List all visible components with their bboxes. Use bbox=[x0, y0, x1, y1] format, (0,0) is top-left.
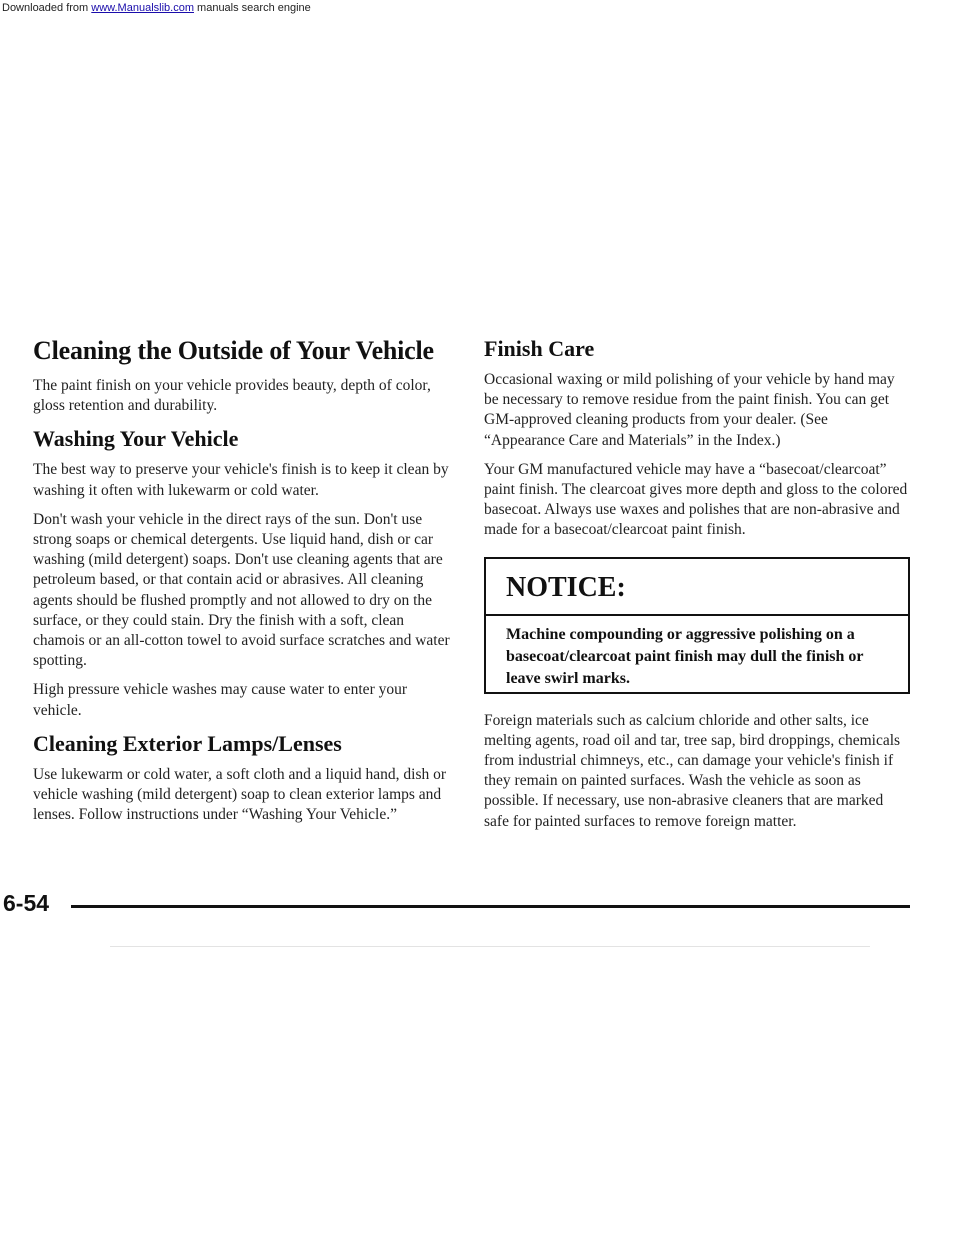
notice-body bbox=[486, 616, 908, 692]
finish-care-heading: Finish Care bbox=[484, 336, 595, 361]
right-column bbox=[484, 336, 910, 841]
scan-artifact-line bbox=[110, 946, 870, 947]
page-title: Cleaning the Outside of Your Vehicle bbox=[33, 336, 434, 365]
finish-care-paragraph-3: Foreign materials such as calcium chloride and other salts, ice melting agents, road oil and tar, tree sap, bird droppings, chemicals from industrial chimneys, etc., can damage your vehicle's finish if they remain on painted surfaces. Wash the vehicle as soon as possible. If necessary, use non-abrasive cleaners that are marked safe for painted surfaces to remove foreign matter. bbox=[484, 711, 901, 830]
manualslib-link[interactable]: www.Manualslib.com bbox=[91, 2, 194, 14]
lamps-heading: Cleaning Exterior Lamps/Lenses bbox=[33, 730, 342, 756]
washing-paragraph-3: High pressure vehicle washes may cause water to enter your vehicle. bbox=[33, 681, 408, 719]
banner-suffix: manuals search engine bbox=[193, 2, 311, 14]
washing-paragraph-1: The best way to preserve your vehicle's finish is to keep it clean by washing it often with lukewarm or cold water. bbox=[33, 461, 449, 499]
footer-divider bbox=[71, 905, 910, 908]
notice-title: NOTICE: bbox=[486, 559, 908, 616]
banner-prefix: Downloaded from bbox=[2, 2, 92, 14]
finish-care-paragraph-1: Occasional waxing or mild polishing of your vehicle by hand may be necessary to remove residue from the paint finish. You can get GM-approved cleaning products from your dealer. (See “Appearance Care and Materials” in the Index.) bbox=[484, 371, 895, 449]
page-number: 6-54 bbox=[3, 890, 50, 916]
washing-paragraph-2: Don't wash your vehicle in the direct rays of the sun. Don't use strong soaps or chemical detergents. Use liquid hand, dish or car washing (mild detergent) soaps. Don't use cleaning agents that are petroleum based, or that contain acid or abrasives. All cleaning agents should be flushed promptly and not allowed to dry on the surface, or they could stain. Dry the finish with a soft, clean chamois or an all-cotton towel to avoid surface scratches and water spotting. bbox=[33, 510, 450, 670]
notice-text: Machine compounding or aggressive polishing on a basecoat/clearcoat paint finish may dull the finish or leave swirl marks. bbox=[506, 625, 864, 687]
lamps-paragraph: Use lukewarm or cold water, a soft cloth and a liquid hand, dish or vehicle washing (mild detergent) soap to clean exterior lamps and lenses. Follow instructions under “Washing Your Vehicle.” bbox=[33, 765, 447, 824]
left-column bbox=[33, 336, 453, 834]
intro-paragraph: The paint finish on your vehicle provides beauty, depth of color, gloss retention and durability. bbox=[33, 377, 431, 415]
download-banner bbox=[0, 0, 960, 16]
notice-box bbox=[484, 557, 910, 694]
washing-heading: Washing Your Vehicle bbox=[33, 426, 239, 452]
finish-care-paragraph-2: Your GM manufactured vehicle may have a “basecoat/clearcoat” paint finish. The clearcoat gives more depth and gloss to the colored basecoat. Always use waxes and polishes that are non-abrasive and made for a basecoat/clearcoat paint finish. bbox=[484, 460, 908, 539]
